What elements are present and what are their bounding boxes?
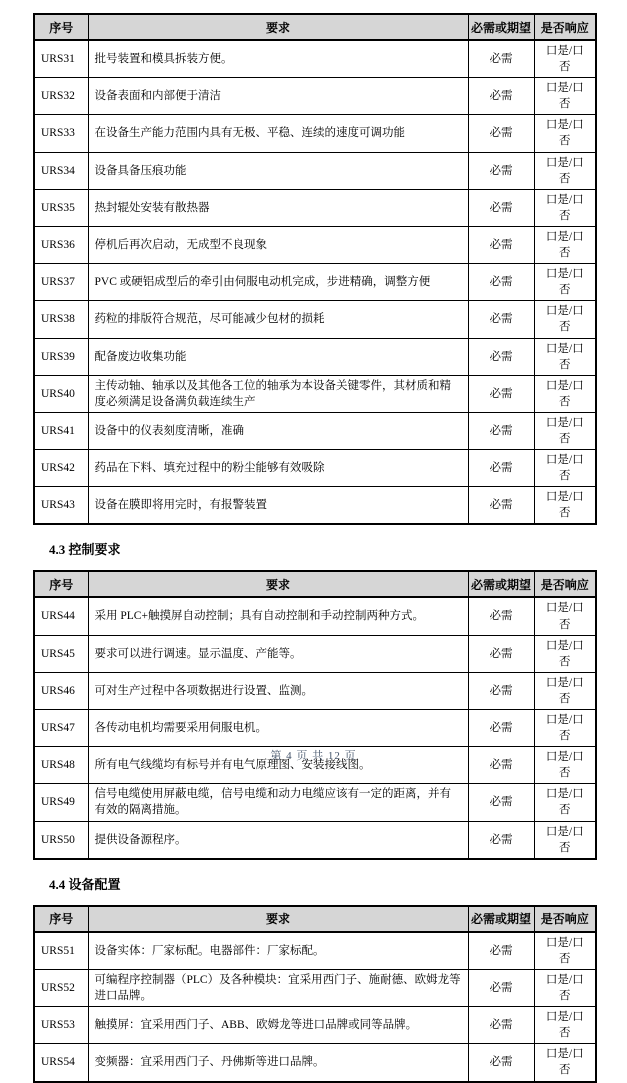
row-response-checkboxes[interactable]: 口是/口否: [534, 747, 596, 784]
row-necessity-cell: 必需: [468, 672, 534, 709]
row-response-checkboxes[interactable]: 口是/口否: [534, 487, 596, 525]
row-response-checkboxes[interactable]: 口是/口否: [534, 597, 596, 635]
table-row: [34, 1044, 596, 1082]
row-response-checkboxes[interactable]: 口是/口否: [534, 635, 596, 672]
row-necessity-cell: 必需: [468, 226, 534, 263]
row-response-checkboxes[interactable]: 口是/口否: [534, 226, 596, 263]
row-requirement-cell: 热封辊处安装有散热器: [88, 189, 468, 226]
row-necessity-cell: 必需: [468, 115, 534, 152]
row-id-cell: URS41: [34, 412, 88, 449]
row-requirement-cell: 设备中的仪表刻度清晰，准确: [88, 412, 468, 449]
urs-table-equipment: [33, 905, 597, 1083]
table-row: [34, 635, 596, 672]
row-necessity-cell: 必需: [468, 264, 534, 301]
row-response-checkboxes[interactable]: 口是/口否: [534, 115, 596, 152]
row-id-cell: URS44: [34, 597, 88, 635]
table-row: [34, 821, 596, 859]
table-row: [34, 487, 596, 525]
row-requirement-cell: 可对生产过程中各项数据进行设置、监测。: [88, 672, 468, 709]
row-necessity-cell: 必需: [468, 747, 534, 784]
row-response-checkboxes[interactable]: 口是/口否: [534, 784, 596, 821]
table-row: [34, 226, 596, 263]
column-header-necessity: 必需或期望: [468, 571, 534, 597]
row-requirement-cell: 停机后再次启动，无成型不良现象: [88, 226, 468, 263]
row-requirement-cell: 信号电缆使用屏蔽电缆，信号电缆和动力电缆应该有一定的距离，并有有效的隔离措施。: [88, 784, 468, 821]
row-id-cell: URS35: [34, 189, 88, 226]
row-requirement-cell: 采用 PLC+触摸屏自动控制；具有自动控制和手动控制两种方式。: [88, 597, 468, 635]
row-response-checkboxes[interactable]: 口是/口否: [534, 1044, 596, 1082]
column-header-response: 是否响应: [534, 14, 596, 40]
row-response-checkboxes[interactable]: 口是/口否: [534, 821, 596, 859]
row-necessity-cell: 必需: [468, 450, 534, 487]
row-id-cell: URS39: [34, 338, 88, 375]
row-response-checkboxes[interactable]: 口是/口否: [534, 969, 596, 1006]
row-necessity-cell: 必需: [468, 152, 534, 189]
row-id-cell: URS49: [34, 784, 88, 821]
table-row: [34, 301, 596, 338]
urs-table-functional: [33, 13, 597, 525]
row-response-checkboxes[interactable]: 口是/口否: [534, 450, 596, 487]
row-necessity-cell: 必需: [468, 1007, 534, 1044]
row-requirement-cell: 药品在下料、填充过程中的粉尘能够有效吸除: [88, 450, 468, 487]
row-requirement-cell: 设备表面和内部便于清洁: [88, 78, 468, 115]
row-requirement-cell: 变频器：宜采用西门子、丹佛斯等进口品牌。: [88, 1044, 468, 1082]
table-row: [34, 78, 596, 115]
row-response-checkboxes[interactable]: 口是/口否: [534, 375, 596, 412]
section-heading-control: 4.3 控制要求: [49, 542, 121, 558]
table-row: [34, 115, 596, 152]
row-response-checkboxes[interactable]: 口是/口否: [534, 710, 596, 747]
table-row: [34, 597, 596, 635]
row-necessity-cell: 必需: [468, 969, 534, 1006]
row-id-cell: URS31: [34, 40, 88, 78]
row-requirement-cell: 要求可以进行调速。显示温度、产能等。: [88, 635, 468, 672]
column-header-necessity: 必需或期望: [468, 14, 534, 40]
row-necessity-cell: 必需: [468, 932, 534, 970]
table-row: [34, 40, 596, 78]
row-id-cell: URS50: [34, 821, 88, 859]
row-id-cell: URS36: [34, 226, 88, 263]
table-row: [34, 412, 596, 449]
row-response-checkboxes[interactable]: 口是/口否: [534, 932, 596, 970]
urs-table-control: [33, 570, 597, 859]
table-row: [34, 152, 596, 189]
table-header-row: [34, 14, 596, 40]
row-requirement-cell: 设备在膜即将用完时，有报警装置: [88, 487, 468, 525]
row-necessity-cell: 必需: [468, 78, 534, 115]
row-necessity-cell: 必需: [468, 710, 534, 747]
row-id-cell: URS43: [34, 487, 88, 525]
row-necessity-cell: 必需: [468, 412, 534, 449]
row-necessity-cell: 必需: [468, 189, 534, 226]
row-response-checkboxes[interactable]: 口是/口否: [534, 338, 596, 375]
row-necessity-cell: 必需: [468, 40, 534, 78]
row-id-cell: URS54: [34, 1044, 88, 1082]
row-necessity-cell: 必需: [468, 784, 534, 821]
column-header-seq: 序号: [34, 571, 88, 597]
row-requirement-cell: 在设备生产能力范围内具有无极、平稳、连续的速度可调功能: [88, 115, 468, 152]
row-requirement-cell: 所有电气线缆均有标号并有电气原理图、安装接线图。: [88, 747, 468, 784]
table-row: [34, 375, 596, 412]
row-id-cell: URS46: [34, 672, 88, 709]
row-necessity-cell: 必需: [468, 1044, 534, 1082]
column-header-response: 是否响应: [534, 571, 596, 597]
column-header-response: 是否响应: [534, 906, 596, 932]
column-header-necessity: 必需或期望: [468, 906, 534, 932]
row-necessity-cell: 必需: [468, 375, 534, 412]
row-response-checkboxes[interactable]: 口是/口否: [534, 189, 596, 226]
row-necessity-cell: 必需: [468, 487, 534, 525]
row-id-cell: URS32: [34, 78, 88, 115]
row-id-cell: URS45: [34, 635, 88, 672]
row-requirement-cell: 提供设备源程序。: [88, 821, 468, 859]
table-row: [34, 969, 596, 1006]
row-response-checkboxes[interactable]: 口是/口否: [534, 1007, 596, 1044]
row-requirement-cell: 药粒的排版符合规范，尽可能减少包材的损耗: [88, 301, 468, 338]
row-id-cell: URS47: [34, 710, 88, 747]
table-header-row: [34, 571, 596, 597]
row-requirement-cell: 各传动电机均需要采用伺服电机。: [88, 710, 468, 747]
table-row: [34, 450, 596, 487]
row-response-checkboxes[interactable]: 口是/口否: [534, 412, 596, 449]
row-response-checkboxes[interactable]: 口是/口否: [534, 264, 596, 301]
row-id-cell: URS52: [34, 969, 88, 1006]
row-response-checkboxes[interactable]: 口是/口否: [534, 78, 596, 115]
row-id-cell: URS34: [34, 152, 88, 189]
row-requirement-cell: 批号装置和模具拆装方便。: [88, 40, 468, 78]
row-requirement-cell: 设备具备压痕功能: [88, 152, 468, 189]
table-row: [34, 710, 596, 747]
row-response-checkboxes[interactable]: 口是/口否: [534, 152, 596, 189]
row-requirement-cell: 配备废边收集功能: [88, 338, 468, 375]
row-response-checkboxes[interactable]: 口是/口否: [534, 40, 596, 78]
row-id-cell: URS38: [34, 301, 88, 338]
column-header-requirement: 要求: [88, 14, 468, 40]
row-necessity-cell: 必需: [468, 635, 534, 672]
document-content: [33, 13, 595, 1083]
table-row: [34, 672, 596, 709]
section-heading-equipment: 4.4 设备配置: [49, 876, 121, 892]
table-row: [34, 189, 596, 226]
row-necessity-cell: 必需: [468, 301, 534, 338]
column-header-requirement: 要求: [88, 906, 468, 932]
row-requirement-cell: PVC 或硬铝成型后的牵引由伺服电动机完成，步进精确，调整方便: [88, 264, 468, 301]
table-row: [34, 338, 596, 375]
row-requirement-cell: 设备实体：厂家标配。电器部件：厂家标配。: [88, 932, 468, 970]
column-header-seq: 序号: [34, 14, 88, 40]
table-row: [34, 1007, 596, 1044]
row-necessity-cell: 必需: [468, 821, 534, 859]
table-row: [34, 784, 596, 821]
row-response-checkboxes[interactable]: 口是/口否: [534, 672, 596, 709]
row-id-cell: URS53: [34, 1007, 88, 1044]
row-id-cell: URS33: [34, 115, 88, 152]
table-row: [34, 932, 596, 970]
page-number-footer: 第 4 页 共 12 页: [270, 750, 357, 762]
column-header-seq: 序号: [34, 906, 88, 932]
row-response-checkboxes[interactable]: 口是/口否: [534, 301, 596, 338]
row-id-cell: URS42: [34, 450, 88, 487]
row-necessity-cell: 必需: [468, 338, 534, 375]
row-necessity-cell: 必需: [468, 597, 534, 635]
table-header-row: [34, 906, 596, 932]
row-id-cell: URS37: [34, 264, 88, 301]
table-row: [34, 264, 596, 301]
row-id-cell: URS51: [34, 932, 88, 970]
row-requirement-cell: 触摸屏：宜采用西门子、ABB、欧姆龙等进口品牌或同等品牌。: [88, 1007, 468, 1044]
column-header-requirement: 要求: [88, 571, 468, 597]
row-id-cell: URS40: [34, 375, 88, 412]
row-requirement-cell: 主传动轴、轴承以及其他各工位的轴承为本设备关键零件，其材质和精度必须满足设备满负载连续生产: [88, 375, 468, 412]
row-id-cell: URS48: [34, 747, 88, 784]
row-requirement-cell: 可编程序控制器（PLC）及各种模块：宜采用西门子、施耐德、欧姆龙等进口品牌。: [88, 969, 468, 1006]
